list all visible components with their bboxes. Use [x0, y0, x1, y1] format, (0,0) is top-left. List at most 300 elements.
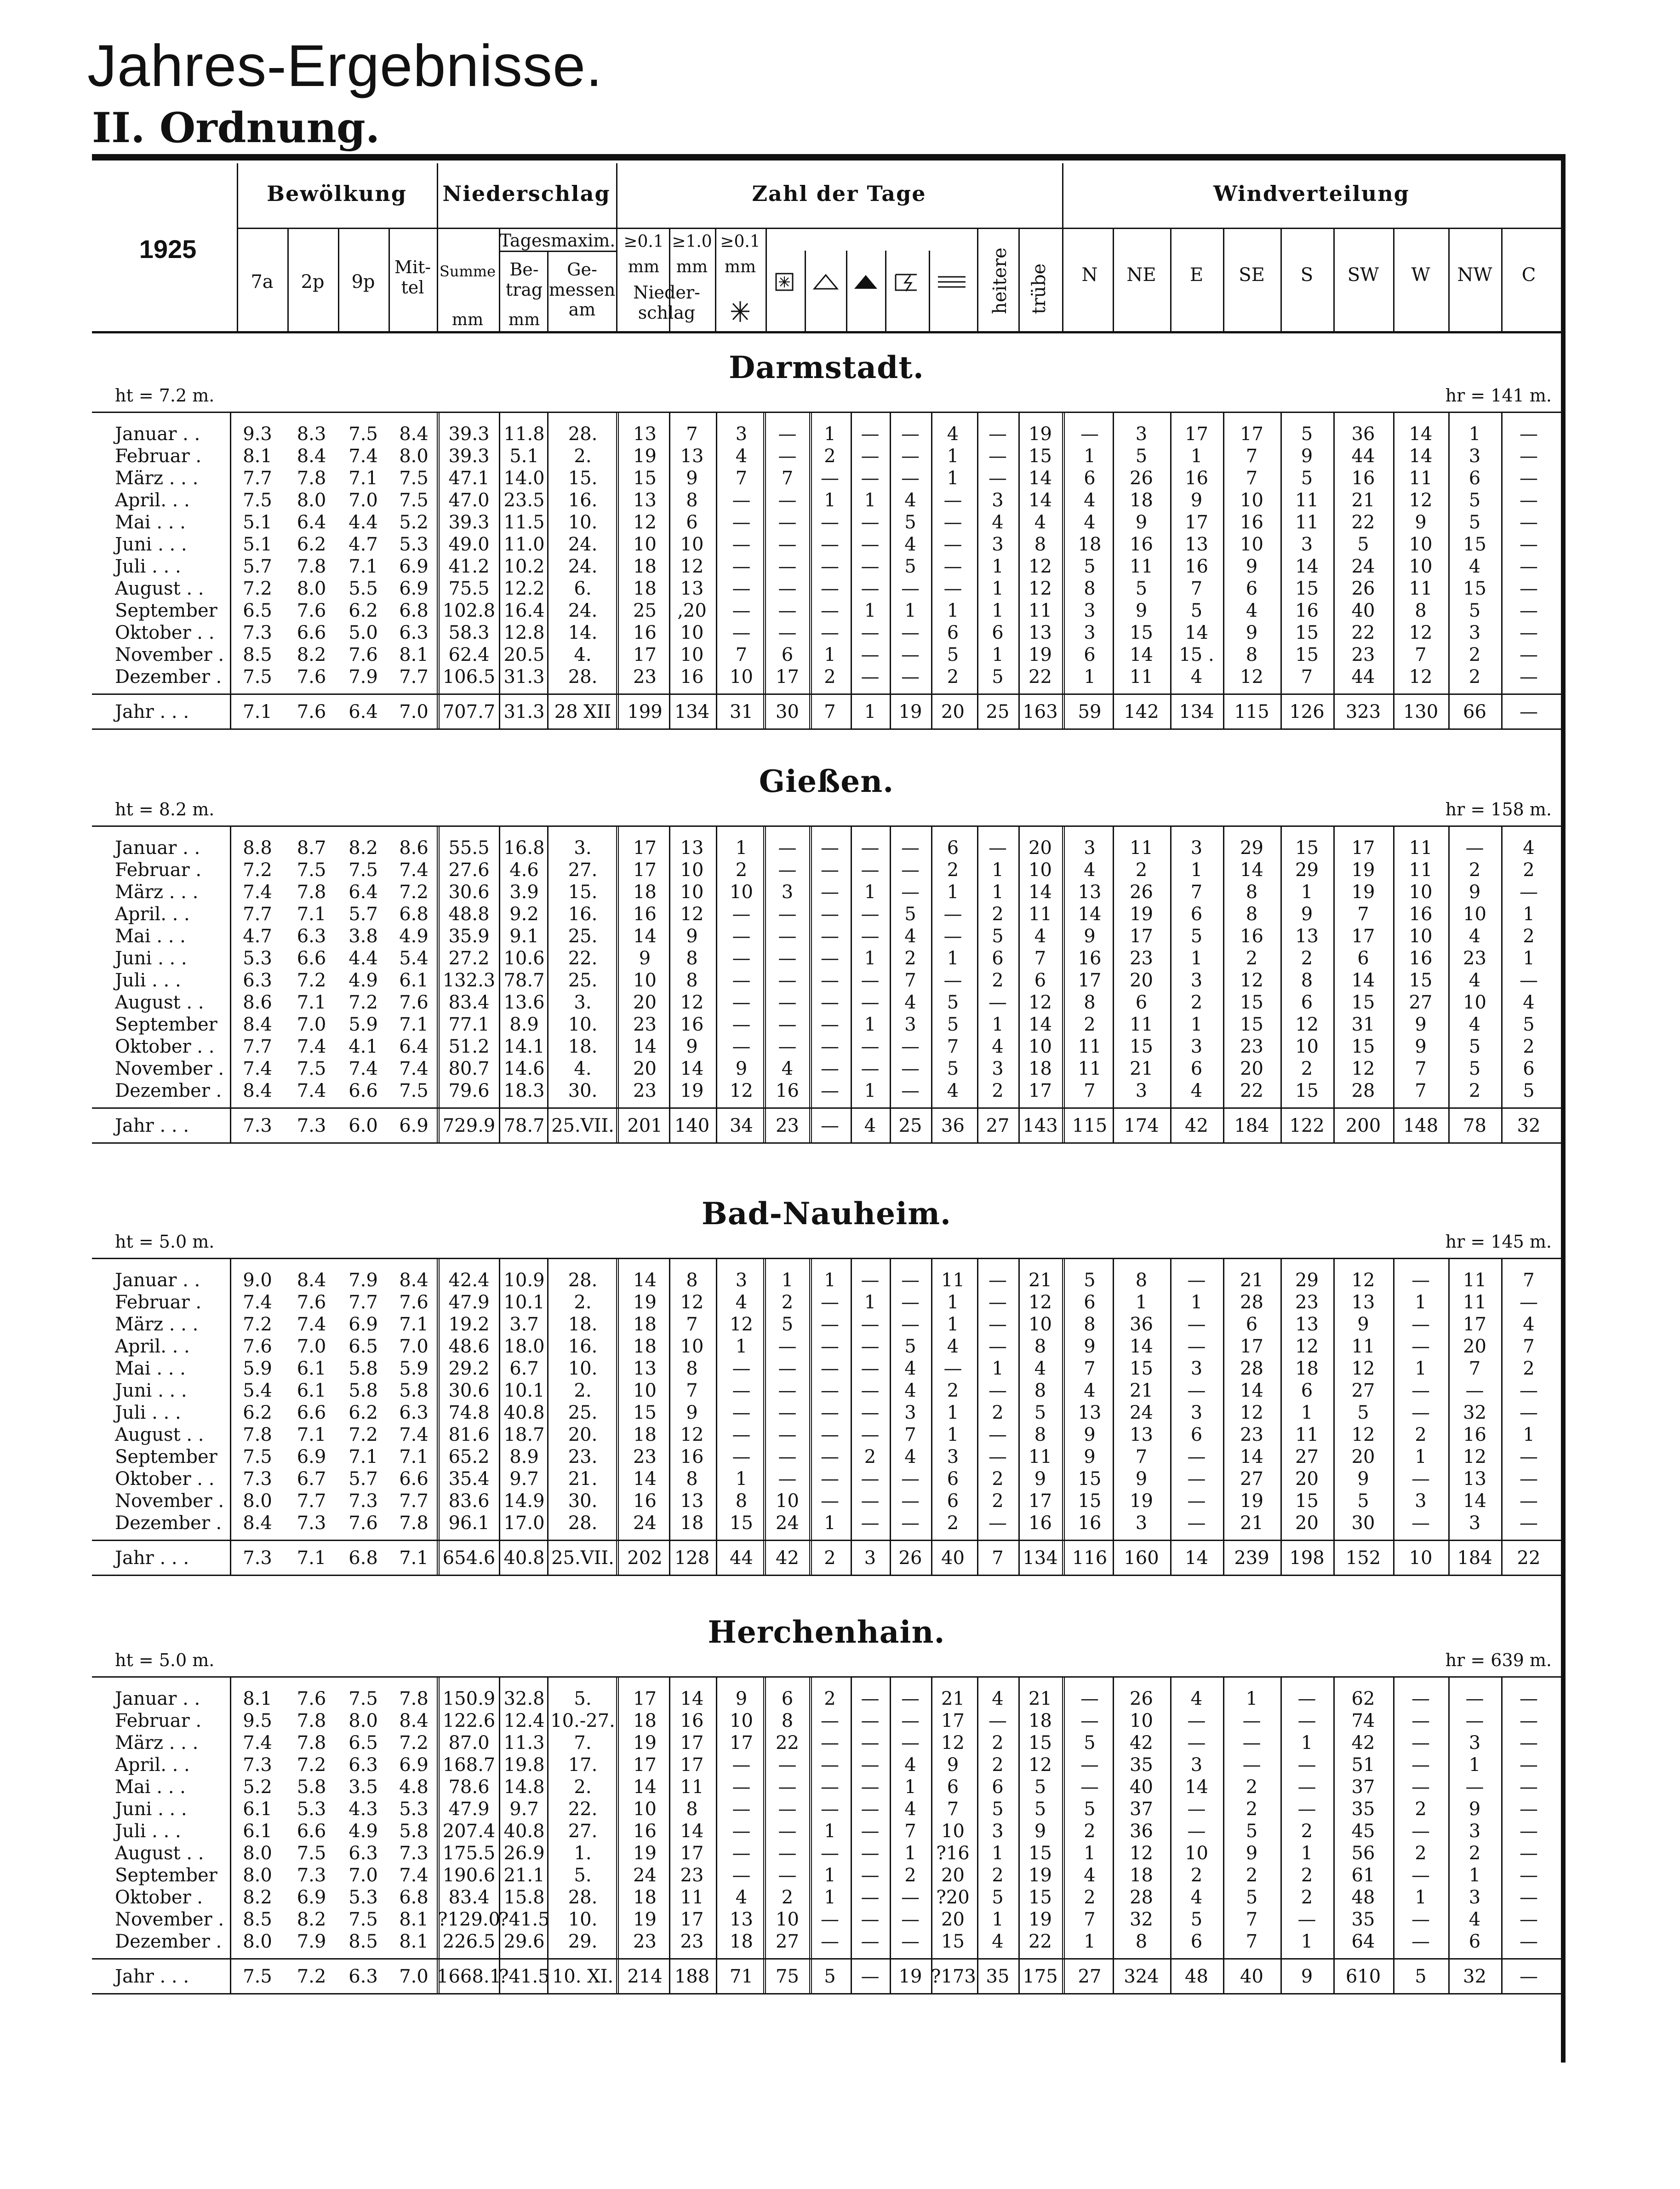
- table-cell: 15: [1240, 992, 1263, 1013]
- table-cell: 11.3: [503, 1732, 545, 1753]
- station-ht: ht = 5.0 m.: [115, 1232, 215, 1252]
- table-cell: —: [1520, 512, 1538, 533]
- col-betrag: Be-trag: [505, 259, 543, 300]
- table-cell: —: [821, 948, 839, 969]
- table-cell: —: [1411, 1402, 1430, 1423]
- table-cell: 6: [992, 1776, 1004, 1798]
- table-cell: —: [1411, 1710, 1430, 1731]
- table-cell: —: [901, 1513, 920, 1534]
- month-label: September: [115, 1865, 217, 1886]
- table-cell: 32: [1463, 1966, 1486, 1987]
- table-row: [92, 837, 1561, 859]
- table-cell: 11: [1409, 837, 1433, 859]
- table-cell: —: [778, 424, 797, 445]
- table-cell: 707.7: [442, 701, 496, 722]
- table-cell: —: [1297, 1799, 1316, 1820]
- table-cell: 19: [633, 1909, 657, 1930]
- table-cell: 2: [864, 1446, 876, 1467]
- table-cell: 6.0: [349, 1115, 378, 1136]
- table-cell: 10: [1409, 1547, 1433, 1569]
- table-cell: 2: [1246, 1865, 1258, 1886]
- table-cell: 8: [1034, 1380, 1046, 1401]
- table-cell: 2: [824, 1547, 836, 1569]
- table-cell: —: [821, 1292, 839, 1313]
- table-cell: 5: [992, 666, 1004, 688]
- table-cell: 4: [735, 446, 748, 467]
- table-cell: 16: [1351, 468, 1375, 489]
- header-divider: [766, 228, 767, 333]
- table-cell: —: [861, 926, 880, 947]
- table-cell: —: [1187, 1446, 1206, 1467]
- table-cell: 2: [1246, 1799, 1258, 1820]
- table-cell: 8: [1034, 1424, 1046, 1445]
- table-cell: 5.1: [509, 446, 539, 467]
- table-cell: 25: [986, 701, 1010, 722]
- table-cell: 3: [992, 1058, 1004, 1079]
- table-cell: 8.2: [243, 1887, 272, 1908]
- table-cell: 4: [1190, 666, 1203, 688]
- section-rule: [92, 1575, 1561, 1576]
- table-cell: 3: [992, 534, 1004, 555]
- table-cell: 3: [992, 1821, 1004, 1842]
- table-cell: 6: [1301, 1380, 1313, 1401]
- table-cell: 25.: [568, 970, 598, 991]
- table-cell: —: [821, 556, 839, 577]
- table-cell: 8: [1301, 970, 1313, 991]
- table-cell: —: [732, 1843, 751, 1864]
- table-cell: —: [1520, 1292, 1538, 1313]
- table-cell: 1: [1415, 1292, 1427, 1313]
- year-total-row: [92, 1966, 1561, 1988]
- table-cell: 1: [864, 600, 876, 621]
- table-cell: —: [821, 600, 839, 621]
- table-cell: 4: [1034, 926, 1046, 947]
- table-cell: 32: [1130, 1909, 1153, 1930]
- header-divider: [1113, 228, 1114, 333]
- table-cell: —: [989, 1446, 1007, 1467]
- month-label: August . .: [115, 1424, 204, 1445]
- table-cell: 168.7: [442, 1754, 496, 1776]
- table-cell: 24: [776, 1513, 799, 1534]
- table-cell: 47.9: [448, 1799, 490, 1820]
- table-cell: 2: [1246, 948, 1258, 969]
- table-cell: 2: [1415, 1799, 1427, 1820]
- table-cell: 7.4: [243, 1732, 272, 1753]
- table-cell: 610: [1345, 1966, 1381, 1987]
- table-cell: 150.9: [442, 1688, 496, 1709]
- table-cell: 20: [941, 701, 965, 722]
- table-cell: 5.8: [349, 1358, 378, 1379]
- table-cell: —: [861, 1887, 880, 1908]
- table-cell: 5.1: [243, 534, 272, 555]
- table-cell: 2: [1301, 1865, 1313, 1886]
- table-cell: 7.0: [349, 1865, 378, 1886]
- table-cell: 27.: [568, 1821, 598, 1842]
- table-cell: 175: [1023, 1966, 1058, 1987]
- table-cell: 14: [1029, 1014, 1052, 1035]
- table-cell: 14: [1409, 446, 1433, 467]
- table-cell: 3: [1469, 446, 1481, 467]
- table-cell: 23: [633, 666, 657, 688]
- table-row: [92, 991, 1561, 1014]
- table-cell: 1: [992, 882, 1004, 903]
- table-cell: 36: [1130, 1821, 1153, 1842]
- table-cell: 62: [1351, 1688, 1375, 1709]
- table-cell: —: [901, 1058, 920, 1079]
- table-cell: 6.9: [297, 1446, 326, 1467]
- table-cell: 17: [1240, 1336, 1263, 1357]
- month-label: Januar . .: [115, 1688, 200, 1709]
- header-rule: [616, 228, 1062, 229]
- table-cell: 31: [730, 701, 753, 722]
- table-cell: 5: [1135, 578, 1148, 599]
- table-cell: 7: [1415, 1080, 1427, 1101]
- table-cell: 47.1: [448, 468, 490, 489]
- table-cell: 9: [1135, 1468, 1148, 1490]
- table-cell: 20: [633, 992, 657, 1013]
- table-cell: —: [821, 1380, 839, 1401]
- table-cell: 1: [947, 882, 959, 903]
- table-cell: 14.1: [503, 1036, 545, 1057]
- table-cell: 1: [1301, 882, 1313, 903]
- table-cell: —: [778, 904, 797, 925]
- table-cell: 6.3: [349, 1754, 378, 1776]
- table-cell: 8.1: [243, 446, 272, 467]
- table-cell: 7.9: [297, 1931, 326, 1952]
- table-cell: 31.3: [503, 701, 545, 722]
- table-row: [92, 1269, 1561, 1291]
- table-cell: 20.5: [503, 644, 545, 665]
- table-cell: 28.: [568, 666, 598, 688]
- table-cell: 4: [904, 1446, 916, 1467]
- table-cell: 16: [1185, 556, 1208, 577]
- table-cell: 12: [633, 512, 657, 533]
- table-cell: —: [732, 534, 751, 555]
- table-cell: 729.9: [442, 1115, 496, 1136]
- table-cell: 102.8: [442, 600, 496, 621]
- table-cell: 19: [898, 1966, 922, 1987]
- table-cell: —: [901, 1490, 920, 1512]
- table-cell: 199: [627, 701, 663, 722]
- table-cell: 5: [1246, 1821, 1258, 1842]
- month-label: Jahr . . .: [115, 1966, 189, 1987]
- table-cell: 18: [1078, 534, 1102, 555]
- table-cell: ?41.5: [499, 1909, 550, 1930]
- table-cell: 5: [904, 512, 916, 533]
- table-cell: 18.: [568, 1036, 598, 1057]
- table-cell: —: [861, 1688, 880, 1709]
- right-frame-rule: [1561, 154, 1566, 2063]
- table-cell: 3: [947, 1446, 959, 1467]
- table-cell: —: [1520, 1966, 1538, 1987]
- month-label: Jahr . . .: [115, 1115, 189, 1136]
- table-cell: 2: [824, 666, 836, 688]
- table-cell: —: [1520, 1380, 1538, 1401]
- table-cell: ?20: [936, 1887, 970, 1908]
- table-cell: 44: [730, 1547, 753, 1569]
- table-cell: 3: [1469, 1732, 1481, 1753]
- table-cell: —: [778, 1358, 797, 1379]
- table-cell: —: [861, 860, 880, 881]
- table-cell: 2: [824, 1688, 836, 1709]
- table-cell: —: [1465, 1710, 1484, 1731]
- table-cell: 7.8: [297, 1710, 326, 1731]
- table-cell: 11: [680, 1887, 704, 1908]
- station-ht: ht = 5.0 m.: [115, 1650, 215, 1670]
- table-cell: 5: [1357, 1490, 1369, 1512]
- table-cell: 39.3: [448, 424, 490, 445]
- table-cell: 10: [1029, 860, 1052, 881]
- table-cell: 23: [633, 1446, 657, 1467]
- month-label: Jahr . . .: [115, 1547, 189, 1569]
- table-cell: —: [1187, 1710, 1206, 1731]
- table-cell: 20: [1351, 1446, 1375, 1467]
- table-cell: 7: [904, 1821, 916, 1842]
- table-cell: 6: [686, 512, 698, 533]
- table-cell: —: [732, 556, 751, 577]
- table-cell: 6: [781, 1688, 794, 1709]
- table-cell: 7: [735, 468, 748, 489]
- table-cell: 27: [1078, 1966, 1102, 1987]
- table-cell: —: [1465, 1380, 1484, 1401]
- table-cell: 23: [1130, 948, 1153, 969]
- table-cell: 8: [781, 1710, 794, 1731]
- table-cell: —: [901, 622, 920, 643]
- table-cell: —: [821, 1336, 839, 1357]
- table-cell: 42: [776, 1547, 799, 1569]
- table-cell: —: [1520, 446, 1538, 467]
- table-cell: 5: [1469, 600, 1481, 621]
- table-cell: 5.: [574, 1865, 592, 1886]
- table-cell: 1: [824, 490, 836, 511]
- table-cell: ?173: [931, 1966, 976, 1987]
- table-cell: —: [778, 1776, 797, 1798]
- table-cell: 15: [1130, 622, 1153, 643]
- table-cell: 1: [1190, 948, 1203, 969]
- table-cell: 13: [1185, 534, 1208, 555]
- table-cell: 6: [947, 1776, 959, 1798]
- table-cell: 7: [735, 644, 748, 665]
- table-cell: 5.3: [349, 1887, 378, 1908]
- table-cell: 1668.1: [437, 1966, 501, 1987]
- table-cell: 27: [1295, 1446, 1319, 1467]
- table-cell: —: [821, 860, 839, 881]
- table-cell: 20: [1029, 837, 1052, 859]
- table-cell: 8.4: [399, 424, 429, 445]
- table-cell: —: [821, 578, 839, 599]
- table-cell: —: [1242, 1732, 1261, 1753]
- table-cell: 10: [1185, 1843, 1208, 1864]
- table-cell: 1: [992, 600, 1004, 621]
- table-cell: 35: [1130, 1754, 1153, 1776]
- table-cell: 26: [1130, 1688, 1153, 1709]
- table-cell: 14: [633, 1468, 657, 1490]
- station-section: [92, 763, 1561, 1142]
- table-cell: 5: [1301, 468, 1313, 489]
- table-cell: 3: [1190, 1358, 1203, 1379]
- table-cell: 4: [1084, 512, 1096, 533]
- table-cell: 7: [1084, 1358, 1096, 1379]
- table-cell: 1: [947, 1314, 959, 1335]
- table-cell: 6.6: [297, 622, 326, 643]
- table-cell: —: [732, 1036, 751, 1057]
- table-cell: 22: [1029, 666, 1052, 688]
- table-cell: 23.: [568, 1446, 598, 1467]
- table-cell: 34: [730, 1115, 753, 1136]
- table-cell: 7.6: [297, 666, 326, 688]
- table-cell: 7.5: [399, 490, 429, 511]
- table-cell: —: [821, 1931, 839, 1952]
- table-cell: 7.3: [297, 1115, 326, 1136]
- table-cell: 1: [992, 1843, 1004, 1864]
- month-label: November .: [115, 644, 224, 665]
- table-cell: 9: [639, 948, 651, 969]
- table-cell: 7.3: [349, 1490, 378, 1512]
- table-cell: 11: [1029, 904, 1052, 925]
- table-cell: 3.: [574, 837, 592, 859]
- table-cell: 9: [1357, 1468, 1369, 1490]
- table-cell: 8: [1246, 904, 1258, 925]
- table-cell: 14: [1185, 1776, 1208, 1798]
- year-separator: [92, 1107, 1561, 1109]
- table-cell: —: [1520, 701, 1538, 722]
- table-cell: 198: [1289, 1547, 1325, 1569]
- table-cell: 2: [947, 1513, 959, 1534]
- table-cell: 78: [1463, 1115, 1486, 1136]
- table-cell: 6: [1190, 1424, 1203, 1445]
- table-cell: —: [821, 1754, 839, 1776]
- table-cell: 14: [633, 926, 657, 947]
- table-cell: —: [943, 534, 962, 555]
- header-rule: [237, 228, 616, 229]
- table-cell: 3: [1469, 622, 1481, 643]
- table-cell: 8.0: [297, 490, 326, 511]
- table-cell: 3: [735, 1270, 748, 1291]
- table-cell: —: [901, 578, 920, 599]
- table-cell: 16.: [568, 904, 598, 925]
- table-cell: 20: [1295, 1513, 1319, 1534]
- table-cell: 9: [686, 1036, 698, 1057]
- table-cell: 6.7: [509, 1358, 539, 1379]
- table-cell: —: [861, 512, 880, 533]
- table-cell: —: [1411, 1336, 1430, 1357]
- table-cell: —: [821, 1843, 839, 1864]
- table-cell: 5: [824, 1966, 836, 1987]
- table-cell: 5: [992, 1799, 1004, 1820]
- table-cell: —: [901, 1314, 920, 1335]
- month-label: März . . .: [115, 882, 199, 903]
- table-cell: 14: [1185, 1547, 1208, 1569]
- table-cell: 2.: [574, 446, 592, 467]
- table-cell: —: [732, 948, 751, 969]
- table-cell: 10: [1463, 904, 1486, 925]
- table-cell: —: [821, 1490, 839, 1512]
- table-cell: —: [732, 904, 751, 925]
- table-cell: 3: [1190, 970, 1203, 991]
- table-cell: 4.8: [399, 1776, 429, 1798]
- table-cell: 78.7: [503, 1115, 545, 1136]
- table-cell: 9.2: [509, 904, 539, 925]
- table-cell: 7.7: [297, 1490, 326, 1512]
- table-cell: —: [1080, 1776, 1099, 1798]
- table-cell: 5.8: [349, 1380, 378, 1401]
- table-cell: —: [989, 1336, 1007, 1357]
- year-total-row: [92, 1547, 1561, 1569]
- table-cell: 16: [633, 904, 657, 925]
- table-cell: 2: [1190, 992, 1203, 1013]
- table-cell: 3: [864, 1547, 876, 1569]
- table-cell: 16: [1240, 926, 1263, 947]
- table-cell: —: [821, 926, 839, 947]
- table-cell: 10.2: [503, 556, 545, 577]
- table-cell: —: [861, 1710, 880, 1731]
- table-cell: 9.7: [509, 1799, 539, 1820]
- table-cell: 21.: [568, 1468, 598, 1490]
- header-divider: [1280, 228, 1282, 333]
- table-cell: 12: [1351, 1270, 1375, 1291]
- table-cell: 4: [1034, 1358, 1046, 1379]
- table-cell: 4: [781, 1058, 794, 1079]
- table-cell: 6.4: [349, 882, 378, 903]
- table-cell: 1: [904, 600, 916, 621]
- table-cell: 1: [1301, 1732, 1313, 1753]
- table-cell: 10: [1409, 556, 1433, 577]
- table-cell: 32: [1463, 1402, 1486, 1423]
- table-cell: 10: [1295, 1036, 1319, 1057]
- table-cell: 18: [1130, 1865, 1153, 1886]
- table-cell: 7.1: [399, 1547, 429, 1569]
- table-cell: 10: [1130, 1710, 1153, 1731]
- table-cell: 10: [633, 1799, 657, 1820]
- table-cell: 9: [1415, 1036, 1427, 1057]
- table-cell: 5: [1034, 1776, 1046, 1798]
- table-cell: 10.9: [503, 1270, 545, 1291]
- table-cell: 62.4: [448, 644, 490, 665]
- table-cell: 8: [686, 1799, 698, 1820]
- table-cell: 6: [992, 622, 1004, 643]
- table-cell: 18.7: [503, 1424, 545, 1445]
- col-tagesmaxim: Tagesmaxim.: [499, 230, 616, 251]
- table-cell: —: [1080, 424, 1099, 445]
- table-cell: 74: [1351, 1710, 1375, 1731]
- table-cell: 14: [1409, 424, 1433, 445]
- table-cell: 22: [776, 1732, 799, 1753]
- table-cell: 7.7: [349, 1292, 378, 1313]
- table-cell: 16: [633, 1821, 657, 1842]
- table-row: [92, 903, 1561, 925]
- month-label: Januar . .: [115, 424, 200, 445]
- table-cell: 12: [1240, 970, 1263, 991]
- table-cell: 3: [1190, 1036, 1203, 1057]
- table-cell: —: [901, 860, 920, 881]
- table-cell: 6: [1190, 1058, 1203, 1079]
- table-cell: —: [821, 1314, 839, 1335]
- table-cell: —: [821, 992, 839, 1013]
- table-cell: 13: [680, 837, 704, 859]
- table-cell: —: [732, 600, 751, 621]
- table-cell: 37: [1130, 1799, 1153, 1820]
- table-cell: 10: [1240, 534, 1263, 555]
- table-cell: 2: [781, 1887, 794, 1908]
- month-label: Jahr . . .: [115, 701, 189, 722]
- table-cell: —: [1520, 622, 1538, 643]
- table-cell: 6: [1523, 1058, 1535, 1079]
- table-row: [92, 1358, 1561, 1380]
- table-cell: 4: [1084, 1380, 1096, 1401]
- station-name: Gießen.: [759, 763, 894, 799]
- table-cell: —: [778, 622, 797, 643]
- table-cell: 14: [680, 1058, 704, 1079]
